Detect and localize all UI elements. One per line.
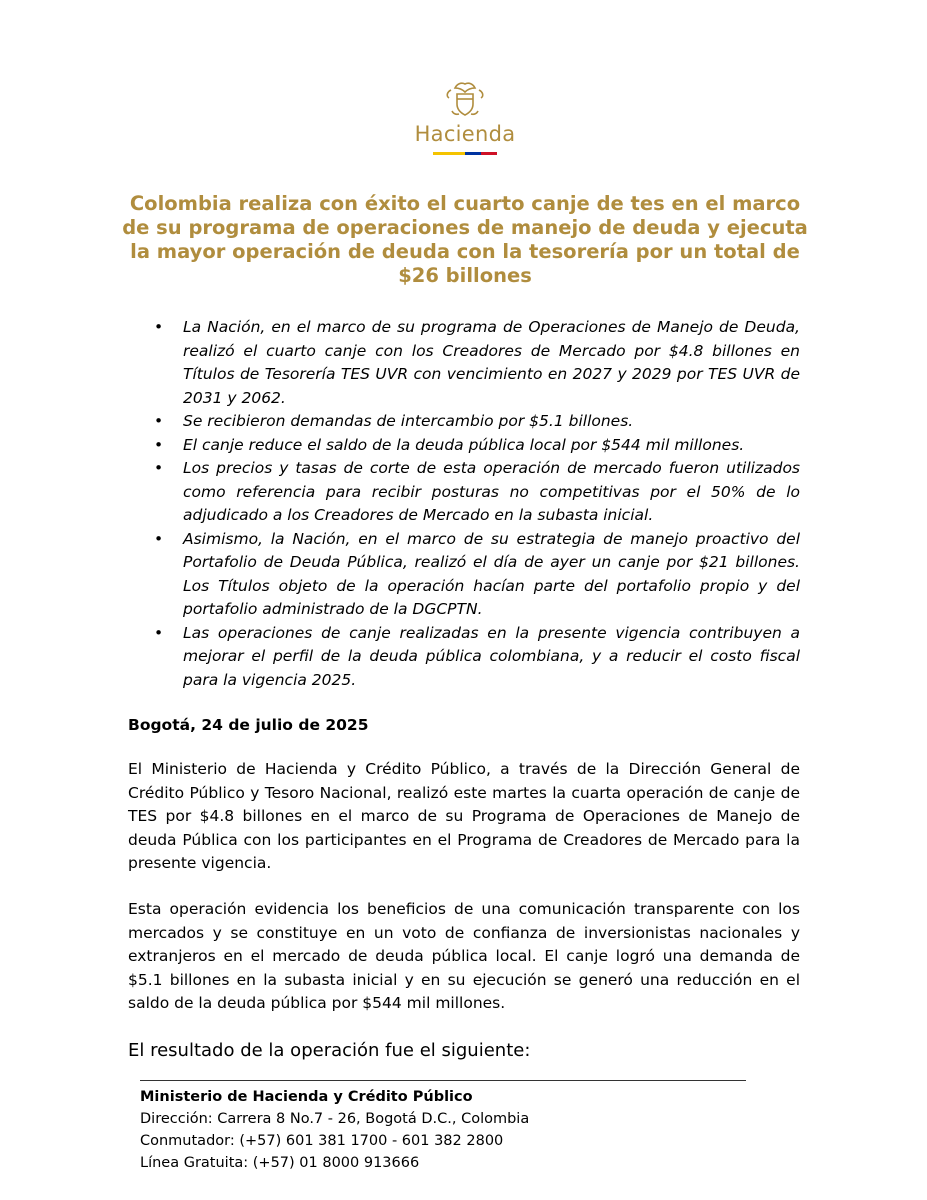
footer-org: Ministerio de Hacienda y Crédito Público <box>140 1089 473 1105</box>
list-item: • Las operaciones de canje realizadas en la presente vigencia contribuyen a mejorar el perfil de la deuda pública colombiana, y a reducir el costo fiscal para la vigencia 2025. <box>128 622 800 693</box>
footer-phone: Conmutador: (+57) 601 381 1700 - 601 382 2800 <box>140 1133 504 1149</box>
footer-address: Dirección: Carrera 8 No.7 - 26, Bogotá D.C., Colombia <box>140 1111 530 1127</box>
logo-text: Hacienda <box>414 122 516 146</box>
list-item: • Asimismo, la Nación, en el marco de su estrategia de manejo proactivo del Portafolio de Deuda Pública, realizó el día de ayer un canje por $21 billones. Los Títulos objeto de la operación hacían parte del portafolio propio y del portafolio administrado de la DGCPTN. <box>128 528 800 622</box>
hacienda-logo <box>395 80 535 155</box>
coat-of-arms-icon <box>443 80 487 118</box>
footer <box>140 1086 529 1174</box>
footer-toll-free: Línea Gratuita: (+57) 01 8000 913666 <box>140 1155 420 1171</box>
page-title: Colombia realiza con éxito el cuarto canje de tes en el marco de su programa de operaciones de manejo de deuda y ejecuta la mayor operación de deuda con la tesorería por un total de $26 billones <box>122 192 808 287</box>
list-item: • Los precios y tasas de corte de esta operación de mercado fueron utilizados como referencia para recibir posturas no competitivas por el 50% de lo adjudicado a los Creadores de Mercado en la subasta inicial. <box>128 457 800 528</box>
highlights-list <box>128 316 800 692</box>
footer-divider <box>140 1080 746 1081</box>
list-item: • Se recibieron demandas de intercambio por $5.1 billones. <box>128 410 800 434</box>
list-item: • La Nación, en el marco de su programa de Operaciones de Manejo de Deuda, realizó el cuarto canje con los Creadores de Mercado por $4.8 billones en Títulos de Tesorería TES UVR con vencimiento en 2027 y 2029 por TES UVR de 2031 y 2062. <box>128 316 800 410</box>
dateline: Bogotá, 24 de julio de 2025 <box>128 716 369 734</box>
flag-stripe <box>433 152 497 155</box>
list-item: • El canje reduce el saldo de la deuda pública local por $544 mil millones. <box>128 434 800 458</box>
body-paragraph: Esta operación evidencia los beneficios de una comunicación transparente con los mercados y se constituye en un voto de confianza de inversionistas nacionales y extranjeros en el mercado de deuda pública local. El canje logró una demanda de $5.1 billones en la subasta inicial y en su ejecución se generó una reducción en el saldo de la deuda pública por $544 mil millones. <box>128 900 800 1012</box>
body-paragraph: El Ministerio de Hacienda y Crédito Público, a través de la Dirección General de Crédito Público y Tesoro Nacional, realizó este martes la cuarta operación de canje de TES por $4.8 billones en el marco de su Programa de Operaciones de Manejo de deuda Pública con los participantes en el Programa de Creadores de Mercado para la presente vigencia. <box>128 760 800 872</box>
result-intro: El resultado de la operación fue el siguiente: <box>128 1040 531 1061</box>
